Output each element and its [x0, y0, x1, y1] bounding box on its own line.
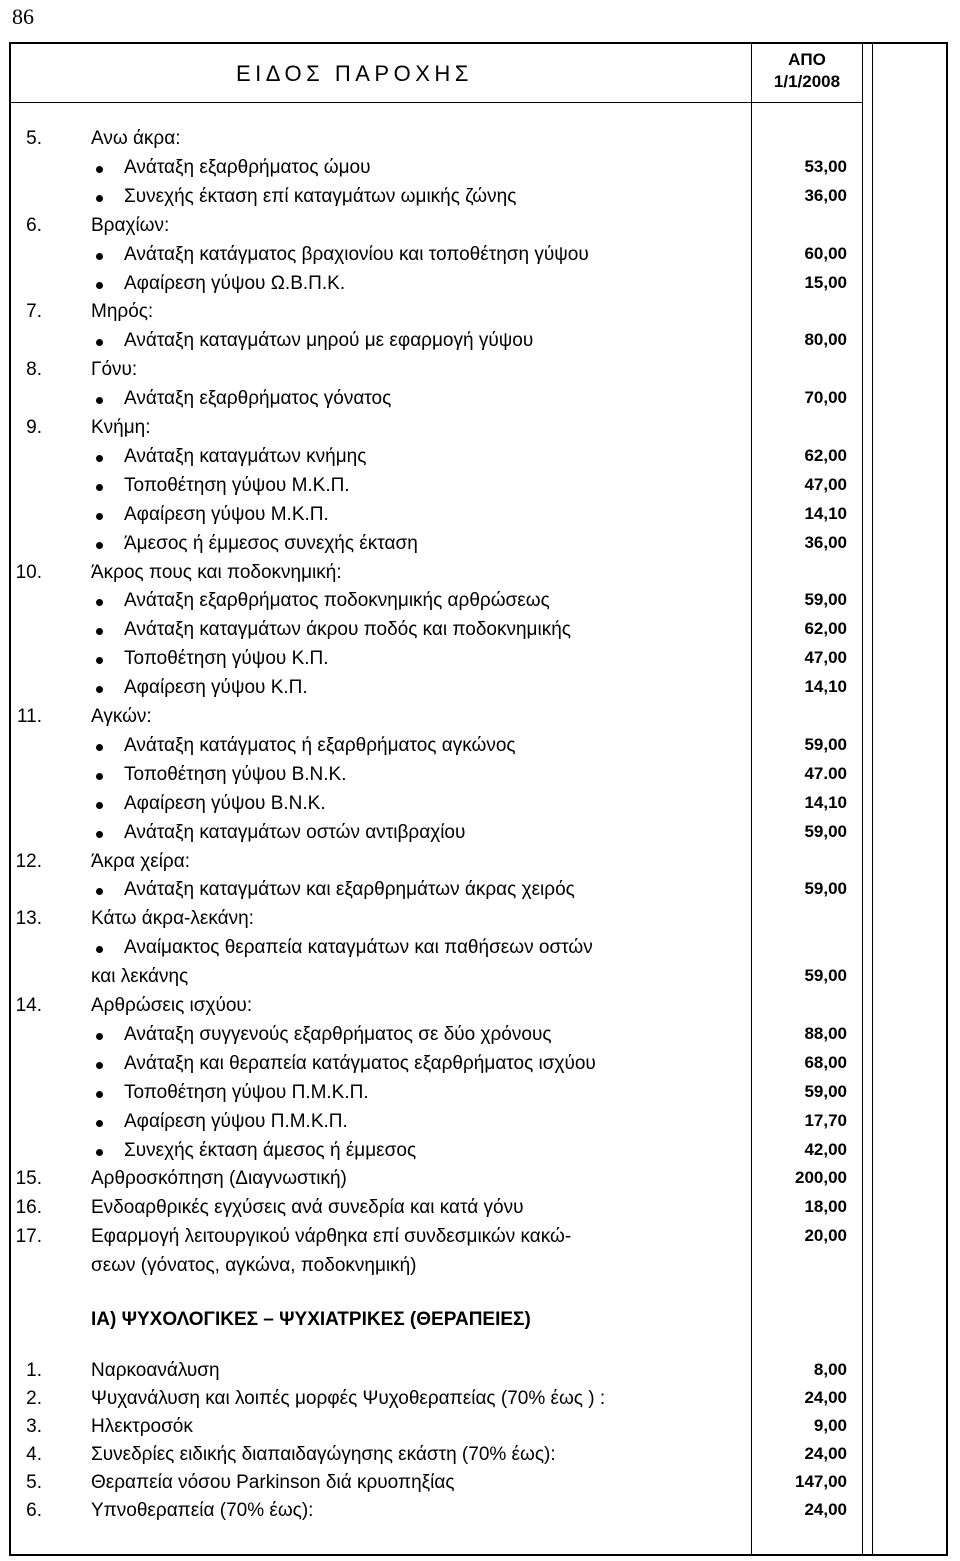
- item-price: 24,00: [804, 1388, 847, 1407]
- table-row: [11, 533, 862, 562]
- item-label: Ανάταξη κατάγματος βραχιονίου και τοποθέτηση γύψου: [124, 243, 589, 265]
- table-row: [11, 1111, 862, 1140]
- item-price: 42,00: [804, 1139, 847, 1159]
- item-label: Ανάταξη καταγμάτων οστών αντιβραχίου: [124, 821, 466, 843]
- table-row: [11, 1140, 862, 1169]
- item-label: Εφαρμογή λειτουργικού νάρθηκα επί συνδεσμικών κακώ-: [91, 1226, 572, 1248]
- page-number: 86: [12, 4, 34, 29]
- item-number: 4.: [26, 1444, 42, 1465]
- item-price: 53,00: [804, 156, 847, 176]
- item-price: 59,00: [804, 821, 847, 841]
- item-price: 80,00: [804, 330, 847, 350]
- bullet-icon: [96, 1033, 103, 1040]
- bullet-icon: [96, 1091, 103, 1098]
- table-row: [11, 590, 862, 619]
- item-label: Τοποθέτηση γύψου Π.Μ.Κ.Π.: [124, 1081, 369, 1103]
- item-number: 13.: [15, 908, 42, 930]
- item-price: 47.00: [804, 763, 847, 783]
- item-price: 18,00: [804, 1197, 847, 1217]
- bullet-icon: [96, 744, 103, 751]
- item-label: Αναίμακτος θεραπεία καταγμάτων και παθήσεων οστών: [124, 937, 593, 959]
- item-price: 68,00: [804, 1052, 847, 1072]
- table-row: [11, 735, 862, 764]
- item-number: 3.: [26, 1416, 42, 1437]
- item-price: 47,00: [804, 648, 847, 668]
- item-label: Ναρκοανάλυση: [91, 1360, 220, 1381]
- section-heading: ΙΑ) ΨΥΧΟΛΟΓΙΚΕΣ – ΨΥΧΙΑΤΡΙΚΕΣ (ΘΕΡΑΠΕΙΕΣ): [91, 1309, 531, 1330]
- item-number: 5.: [26, 1472, 42, 1493]
- item-label: Αφαίρεση γύψου Κ.Π.: [124, 677, 308, 699]
- table-row: [11, 1472, 862, 1501]
- item-number: 9.: [26, 417, 42, 438]
- item-label: Ανάταξη εξαρθρήματος ποδοκνημικής αρθρώσεως: [124, 590, 550, 612]
- column-header-service-type: ΕΙΔΟΣ ΠΑΡΟΧΗΣ: [236, 61, 473, 86]
- item-label: Ανάταξη εξαρθρήματος γόνατος: [124, 388, 392, 410]
- item-label: Ανάταξη κατάγματος ή εξαρθρήματος αγκώνος: [124, 734, 516, 756]
- table-row: [11, 793, 862, 822]
- table-row: [11, 677, 862, 706]
- item-price: 200,00: [795, 1168, 847, 1188]
- item-label: Άκρα χείρα:: [91, 850, 190, 872]
- table-row: [11, 475, 862, 504]
- table-row: [11, 157, 862, 186]
- item-label: Αρθρώσεις ισχύου:: [91, 995, 253, 1016]
- table-row: [11, 1082, 862, 1111]
- bullet-icon: [96, 831, 103, 838]
- item-label: Τοποθέτηση γύψου Κ.Π.: [124, 648, 329, 670]
- column-header-from-date: [752, 49, 862, 93]
- item-label: Συνεδρίες ειδικής διαπαιδαγώγησης εκάστη (70% έως):: [91, 1444, 556, 1465]
- bullet-icon: [96, 166, 103, 173]
- table-row: [11, 1197, 862, 1226]
- bullet-icon: [96, 339, 103, 346]
- bullet-icon: [96, 946, 103, 953]
- item-price: 20,00: [804, 1226, 847, 1246]
- table-row: [11, 1053, 862, 1082]
- table-row: [11, 1444, 862, 1473]
- bullet-icon: [96, 802, 103, 809]
- table-row: [11, 1024, 862, 1053]
- item-label: Αφαίρεση γύψου Β.Ν.Κ.: [124, 792, 326, 814]
- item-label: Συνεχής έκταση άμεσος ή έμμεσος: [124, 1139, 417, 1161]
- column-divider: [872, 44, 873, 1554]
- item-label: Ψυχανάλυση και λοιπές μορφές Ψυχοθεραπείας (70% έως ) :: [91, 1388, 606, 1409]
- bullet-icon: [96, 1149, 103, 1156]
- table-row: [11, 937, 862, 966]
- bullet-icon: [96, 195, 103, 202]
- table-row: [11, 1500, 862, 1529]
- item-label: Βραχίων:: [91, 214, 170, 236]
- item-label: Άκρος πους και ποδοκνημική:: [91, 561, 342, 583]
- item-price: 59,00: [804, 1081, 847, 1101]
- table-row: [11, 359, 862, 388]
- table-row: [11, 388, 862, 417]
- table-row: [11, 995, 862, 1024]
- bullet-icon: [96, 888, 103, 895]
- item-price: 59,00: [804, 879, 847, 899]
- item-label: Γόνυ:: [91, 359, 138, 381]
- item-price: 14,10: [804, 792, 847, 812]
- item-label: Άμεσος ή έμμεσος συνεχής έκταση: [124, 532, 418, 554]
- bullet-icon: [96, 455, 103, 462]
- table-row: [11, 504, 862, 533]
- item-price: 62,00: [804, 445, 847, 465]
- bullet-icon: [96, 599, 103, 606]
- table-row: [11, 128, 862, 157]
- item-label: Ανάταξη και θεραπεία κατάγματος εξαρθρήματος ισχύου: [124, 1052, 596, 1074]
- table-row: [11, 417, 862, 446]
- item-label: Αφαίρεση γύψου Π.Μ.Κ.Π.: [124, 1110, 348, 1132]
- item-number: 17.: [15, 1226, 42, 1248]
- item-price: 47,00: [804, 474, 847, 494]
- item-number: 5.: [26, 128, 42, 149]
- item-label: Ανάταξη καταγμάτων κνήμης: [124, 445, 367, 467]
- table-row: [11, 301, 862, 330]
- item-label: Ανάταξη καταγμάτων μηρού με εφαρμογή γύψου: [124, 330, 534, 352]
- item-label: Ενδοαρθρικές εγχύσεις ανά συνεδρία και κατά γόνυ: [91, 1197, 524, 1219]
- item-number: 6.: [26, 214, 42, 236]
- bullet-icon: [96, 282, 103, 289]
- table-row: [11, 1226, 862, 1255]
- item-number: 14.: [15, 995, 42, 1016]
- table-row: [11, 215, 862, 244]
- item-number: 11.: [16, 706, 42, 727]
- item-number: 16.: [15, 1197, 42, 1219]
- item-price: 36,00: [804, 185, 847, 205]
- item-label: Θεραπεία νόσου Parkinson διά κρυοπηξίας: [91, 1472, 455, 1493]
- table-row: [11, 186, 862, 215]
- item-price: 24,00: [804, 1500, 847, 1519]
- table-row: [11, 1388, 862, 1417]
- bullet-icon: [96, 657, 103, 664]
- item-label: Αγκών:: [91, 706, 152, 727]
- bullet-icon: [96, 686, 103, 693]
- item-label: Συνεχής έκταση επί καταγμάτων ωμικής ζώνης: [124, 185, 517, 207]
- item-price: 8,00: [813, 1360, 847, 1379]
- item-label: σεων (γόνατος, αγκώνα, ποδοκνημική): [91, 1255, 417, 1277]
- item-number: 12.: [15, 850, 42, 872]
- table-row: [11, 908, 862, 937]
- item-price: 9,00: [813, 1416, 847, 1435]
- item-price: 14,10: [804, 677, 847, 697]
- table-row: [11, 1360, 862, 1389]
- table-row: [11, 562, 862, 591]
- item-price: 60,00: [804, 243, 847, 263]
- item-price: 59,00: [804, 590, 847, 610]
- item-price: 147,00: [795, 1472, 847, 1491]
- item-label: Τοποθέτηση γύψου Μ.Κ.Π.: [124, 474, 350, 496]
- bullet-icon: [96, 1062, 103, 1069]
- table-row: [11, 851, 862, 880]
- bullet-icon: [96, 253, 103, 260]
- table-row: [11, 1168, 862, 1197]
- item-label: Αρθροσκόπηση (Διαγνωστική): [91, 1168, 347, 1190]
- item-number: 6.: [26, 1500, 42, 1521]
- table-row: [11, 273, 862, 302]
- item-label: Ανω άκρα:: [91, 128, 181, 149]
- table-row: [11, 330, 862, 359]
- item-number: 10.: [15, 561, 42, 583]
- item-price: 59,00: [804, 734, 847, 754]
- table-row: [11, 648, 862, 677]
- item-price: 59,00: [804, 966, 847, 986]
- item-label: Ηλεκτροσόκ: [91, 1416, 193, 1437]
- table-row: [11, 1255, 862, 1284]
- bullet-icon: [96, 773, 103, 780]
- item-label: Υπνοθεραπεία (70% έως):: [91, 1500, 314, 1521]
- item-label: Ανάταξη εξαρθρήματος ώμου: [124, 156, 371, 178]
- bullet-icon: [96, 542, 103, 549]
- item-number: 7.: [26, 301, 42, 323]
- item-label: Μηρός:: [91, 301, 154, 323]
- item-price: 70,00: [804, 388, 847, 408]
- item-label: Αφαίρεση γύψου Μ.Κ.Π.: [124, 503, 329, 525]
- table-row: [11, 879, 862, 908]
- item-label: Ανάταξη καταγμάτων άκρου ποδός και ποδοκνημικής: [124, 619, 571, 641]
- table-row: [11, 1416, 862, 1445]
- item-label: Ανάταξη καταγμάτων και εξαρθρημάτων άκρας χειρός: [124, 879, 575, 901]
- table-row: [11, 706, 862, 735]
- item-label: Τοποθέτηση γύψου Β.Ν.Κ.: [124, 763, 347, 785]
- bullet-icon: [96, 628, 103, 635]
- item-number: 8.: [26, 359, 42, 381]
- table-row: [11, 764, 862, 793]
- table-row: [11, 446, 862, 475]
- table-row: [11, 619, 862, 648]
- bullet-icon: [96, 513, 103, 520]
- bullet-icon: [96, 1120, 103, 1127]
- column-divider: [862, 44, 863, 1554]
- item-price: 15,00: [804, 272, 847, 292]
- item-label: Κάτω άκρα-λεκάνη:: [91, 908, 254, 930]
- item-label: και λεκάνης: [91, 966, 189, 988]
- from-date: 1/1/2008: [773, 72, 841, 91]
- fee-table: [9, 42, 948, 1556]
- item-number: 2.: [26, 1388, 42, 1409]
- item-price: 36,00: [804, 532, 847, 552]
- bullet-icon: [96, 397, 103, 404]
- table-row: [11, 244, 862, 273]
- table-row: [11, 966, 862, 995]
- item-price: 88,00: [804, 1023, 847, 1043]
- item-label: Αφαίρεση γύψου Ω.Β.Π.Κ.: [124, 272, 346, 294]
- item-label: Κνήμη:: [91, 417, 151, 438]
- header-divider: [11, 102, 862, 103]
- item-price: 17,70: [804, 1110, 847, 1130]
- item-price: 14,10: [804, 503, 847, 523]
- item-price: 62,00: [804, 619, 847, 639]
- item-price: 24,00: [804, 1444, 847, 1463]
- item-number: 15.: [15, 1168, 42, 1190]
- table-row: [11, 822, 862, 851]
- bullet-icon: [96, 484, 103, 491]
- from-label: ΑΠΟ: [788, 50, 826, 69]
- item-label: Ανάταξη συγγενούς εξαρθρήματος σε δύο χρόνους: [124, 1023, 552, 1045]
- item-number: 1.: [26, 1360, 42, 1381]
